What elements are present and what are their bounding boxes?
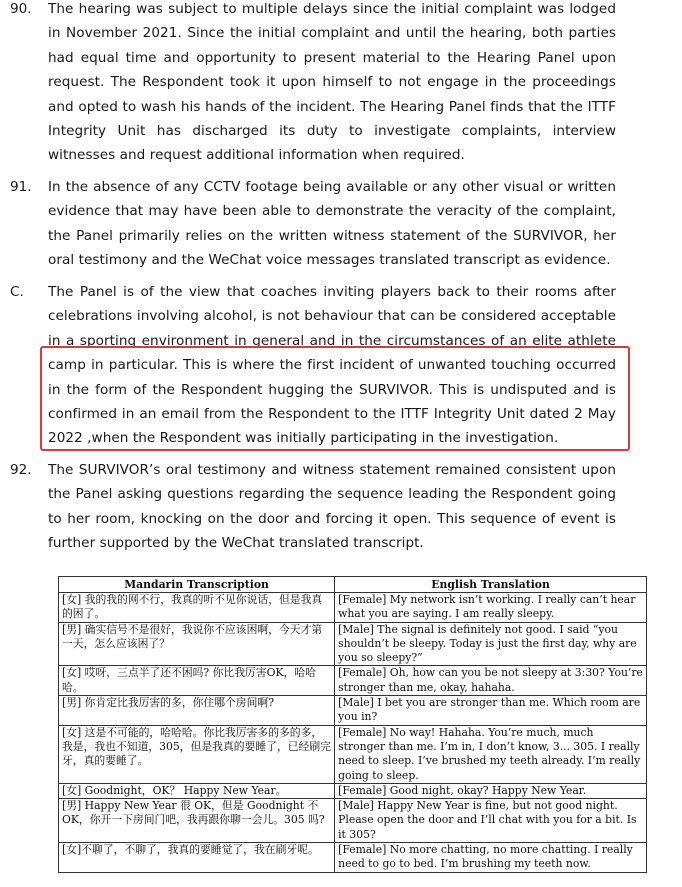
paragraph-number: 90.: [10, 1, 32, 17]
mandarin-cell: [男] 确实信号不是很好，我说你不应该困啊，今天才第一天，怎么应该困了？: [59, 622, 335, 666]
english-cell: [Female] My network isn’t working. I really can’t hear what you are saying. I am really sleepy.: [335, 593, 647, 623]
english-cell: [Male] I bet you are stronger than me. Which room are you in?: [335, 696, 647, 726]
mandarin-cell: [女] Goodnight，OK？ Happy New Year。: [59, 783, 335, 798]
mandarin-cell: [女] 我的我的网不行，我真的听不见你说话，但是我真的困了。: [59, 593, 335, 623]
paragraph-text: The SURVIVOR’s oral testimony and witness statement remained consistent upon the Panel asking questions regarding the sequence leading the Respondent going to her room, knocking on the door and forcing it open. This sequence of event is further supported by the WeChat translated transcript.: [48, 462, 616, 552]
english-cell: [Female] No way! Hahaha. You’re much, much stronger than me. I’m in, I don’t know, 3... 305. I really need to sleep. I’ve brushed my teeth already. I’m really going to sleep.: [335, 725, 647, 783]
paragraph-text: The Panel is of the view that coaches inviting players back to their rooms after celebrations involving alcohol, is not behaviour that can be considered acceptable in a sporting environment in general and in the circumstances of an elite athlete camp in particular. This is where the first incident of unwanted touching occurred in the form of the Respondent hugging the SURVIVOR. This is undisputed and is confirmed in an email from the Respondent to the ITTF Integrity Unit dated 2 May 2022 ,when the Respondent was initially participating in the investigation.: [48, 284, 616, 447]
paragraph-text: In the absence of any CCTV footage being available or any other visual or written evidence that may have been able to demonstrate the veracity of the complaint, the Panel primarily relies on the written witness statement of the SURVIVOR, her oral testimony and the WeChat voice messages translated transcript as evidence.: [48, 179, 616, 269]
mandarin-cell: [女] 哎呀，三点半了还不困吗? 你比我厉害OK，哈哈哈。: [59, 666, 335, 696]
table-row: [59, 666, 647, 696]
table-row: [59, 725, 647, 783]
paragraph-text: The hearing was subject to multiple delays since the initial complaint was lodged in November 2021. Since the initial complaint and until the hearing, both parties had equal time and opportunity to present material to the Hearing Panel upon request. The Respondent took it upon himself to not engage in the proceedings and opted to wash his hands of the incident. The Hearing Panel finds that the ITTF Integrity Unit has discharged its duty to investigate complaints, interview witnesses and request additional information when required.: [48, 1, 616, 164]
table-row: [59, 696, 647, 726]
paragraph-number: C.: [10, 284, 24, 300]
table-row: [59, 799, 647, 843]
table-row: [59, 783, 647, 798]
mandarin-cell: [女] 这是不可能的，哈哈哈。你比我厉害多的多的多，我是，我也不知道，305，但是我真的要睡了，已经刷完牙，真的要睡了。: [59, 725, 335, 783]
english-cell: [Male] Happy New Year is fine, but not good night. Please open the door and I’ll chat with you for a bit. Is it 305?: [335, 799, 647, 843]
english-cell: [Female] Oh, how can you be not sleepy at 3:30? You’re stronger than me, okay, hahaha.: [335, 666, 647, 696]
paragraph-number: 91.: [10, 179, 32, 195]
mandarin-cell: [男] 你肯定比我厉害的多，你住哪个房间啊?: [59, 696, 335, 726]
paragraph-number: 92.: [10, 462, 32, 478]
table-row: [59, 843, 647, 873]
transcript-table: [58, 576, 647, 873]
table-header-row: [59, 577, 647, 593]
english-cell: [Female] Good night, okay? Happy New Year.: [335, 783, 647, 798]
table-row: [59, 622, 647, 666]
header-mandarin: Mandarin Transcription: [59, 577, 335, 593]
mandarin-cell: [女]不聊了，不聊了，我真的要睡觉了，我在刷牙呢。: [59, 843, 335, 873]
english-cell: [Female] No more chatting, no more chatting. I really need to go to bed. I’m brushing my teeth now.: [335, 843, 647, 873]
table-row: [59, 593, 647, 623]
english-cell: [Male] The signal is definitely not good. I said “you shouldn’t be sleepy. Today is just the first day, why are you so sleepy?”: [335, 622, 647, 666]
mandarin-cell: [男] Happy New Year 很 OK，但是 Goodnight 不 OK，你开一下房间门吧，我再跟你聊一会儿。305 吗?: [59, 799, 335, 843]
highlight-box: [40, 346, 630, 451]
header-english: English Translation: [335, 577, 647, 593]
